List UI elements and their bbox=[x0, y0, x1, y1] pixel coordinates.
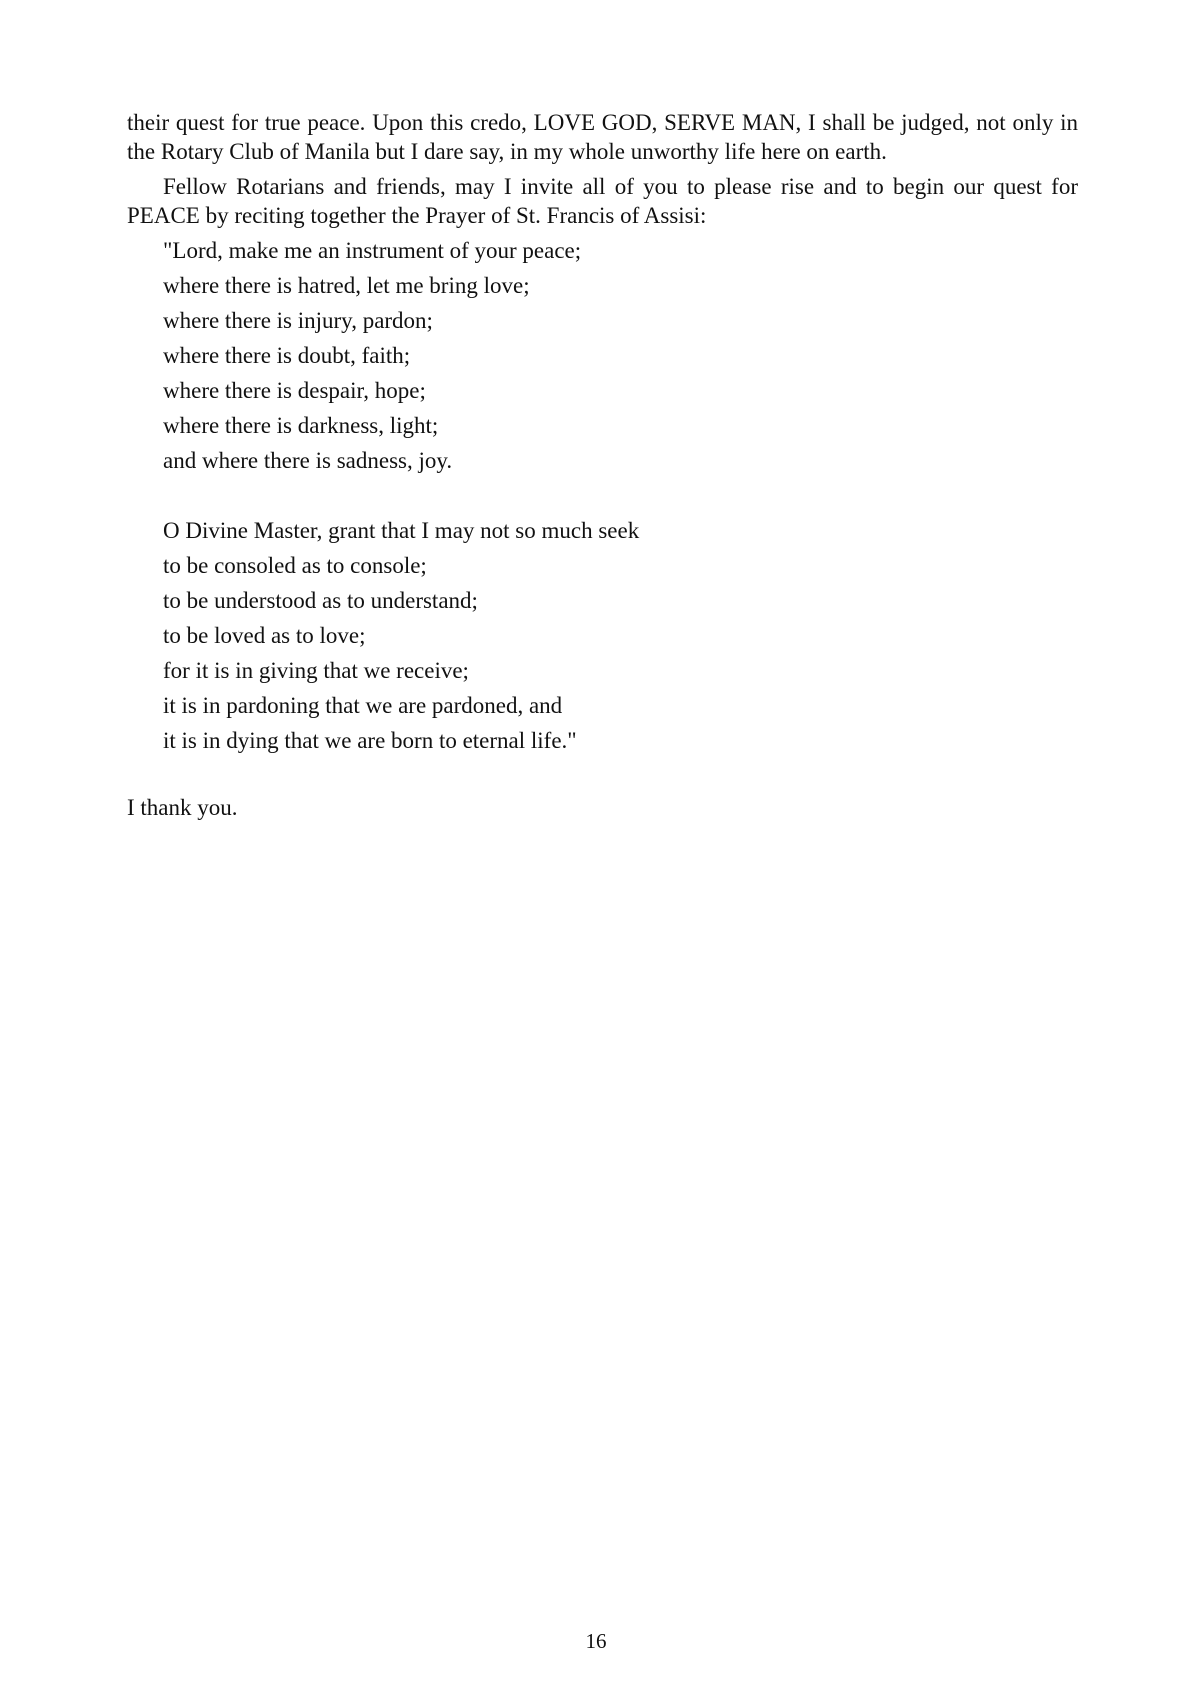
page-number: 16 bbox=[585, 1629, 607, 1653]
prayer-line: and where there is sadness, joy. bbox=[163, 448, 453, 473]
prayer-line: where there is darkness, light; bbox=[163, 413, 439, 438]
prayer-line: where there is hatred, let me bring love; bbox=[163, 273, 530, 298]
prayer-line: to be understood as to understand; bbox=[163, 588, 478, 613]
prayer-line: where there is doubt, faith; bbox=[163, 343, 411, 368]
prayer-line: for it is in giving that we receive; bbox=[163, 658, 469, 683]
closing-line: I thank you. bbox=[127, 795, 238, 820]
prayer-line: to be loved as to love; bbox=[163, 623, 366, 648]
page-body bbox=[127, 108, 1078, 822]
paragraph-invitation: Fellow Rotarians and friends, may I invite all of you to please rise and to begin our quest for PEACE by reciting together the Prayer of St. Francis of Assisi: bbox=[127, 174, 1078, 228]
prayer-line: to be consoled as to console; bbox=[163, 553, 427, 578]
paragraph-credo: their quest for true peace. Upon this credo, LOVE GOD, SERVE MAN, I shall be judged, not only in the Rotary Club of Manila but I dare say, in my whole unworthy life here on earth. bbox=[127, 110, 1078, 164]
prayer-line: where there is despair, hope; bbox=[163, 378, 426, 403]
prayer-line: where there is injury, pardon; bbox=[163, 308, 433, 333]
prayer-of-st-francis bbox=[127, 233, 1078, 758]
stanza-break bbox=[163, 478, 1078, 513]
prayer-line: it is in dying that we are born to eternal life." bbox=[163, 728, 577, 753]
prayer-line: "Lord, make me an instrument of your peace; bbox=[163, 238, 582, 263]
prayer-line: O Divine Master, grant that I may not so much seek bbox=[163, 518, 640, 543]
prayer-line: it is in pardoning that we are pardoned, and bbox=[163, 693, 563, 718]
